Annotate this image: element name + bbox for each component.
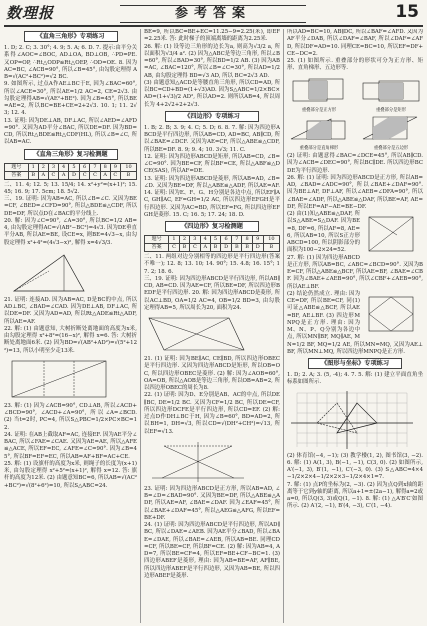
overlap-figures xyxy=(287,75,423,152)
table-cell: 4 xyxy=(59,163,69,171)
table-cell: C xyxy=(79,171,89,179)
answer-text: 9. 如图所示, 过点A作AE⊥BC于E, 因为∠BAC=60°, 所以∠ACE=30°, 所以AE=1/2 AC=2, CE=2√3. 由勾股定理得AB=√(AE²+BE²). 因为∠B=45°, 所以BE=AE=2, 所以BC=BE+CE=2+2√3. 10. 1; 11. 2√3; 12. 4. xyxy=(4,81,137,117)
overlap-figure-rectangle xyxy=(359,75,423,105)
answer-text: 23. 证明: 因为四边形ABCD是正方形, 所以AB=AD, ∠B=∠D=∠BAD=90°. 又因为BE=DF, 所以△ABE≌△ADF, 所以AE=AF, ∠BAE=∠DAF. 因为∠EAF=45°, 所以∠BAE+∠DAF=45°, 所以△AEG≌△AFG, 所以EF=BE+DF. xyxy=(144,485,280,521)
column-right xyxy=(287,29,423,623)
title-banner xyxy=(120,5,306,23)
section-title: 《直角三角形》复习检测题 xyxy=(24,149,118,160)
table-cell: 5 xyxy=(210,236,220,244)
section-title: 《四边形》复习检测题 xyxy=(165,221,259,232)
table-cell: B xyxy=(121,171,137,179)
table-cell: 题号 xyxy=(145,236,169,244)
table-cell: 9 xyxy=(110,163,120,171)
answer-text: 13. 证明: 因为四边形ABCD是菱形, 所以AB=AD, ∠B=∠D. 又因为BE=DF, 所以△ABE≌△ADF, 所以AE=AF. 14. 证明: 因为E、F、G、H分别是各边中点, 所以EF∥AC, GH∥AC, EF=GH=1/2 AC, 所以四边形EFGH是平行四边形. 又因为AC=BD, 所以EF=FG, 所以四边形EFGH是菱形. 15. C; 16. 5; 17. 24; 18. D. xyxy=(144,175,280,218)
coordinate-grid-figure xyxy=(287,389,417,451)
table-cell: 10 xyxy=(263,236,279,244)
answer-text: 23. 解: (1) 因为∠ACB=90°, CD⊥AB, 所以∠ACD+∠BCD=90°, ∠ACD+∠A=90°, 所以∠A=∠BCD. (2) 当t=2时, PC=4, 所以S△PBC=1/2×PC×BC=12. xyxy=(4,402,137,431)
overlap-figure-pentagon xyxy=(359,113,423,143)
answer-text: 22. 解: (1) 由题意知, 大树折断处离地面的高度为x米, 由勾股定理得 x²+8²=(16−x)², 解得 x=6. 答: 大树折断处离地面6米. (2) 因为BD=√(AB²+AD²)=√(5²+12²)=13, 所以小明至少走13米. xyxy=(4,325,137,354)
brand-logo: 数理报 xyxy=(6,4,55,22)
section-title: 《直角三角形》专项练习 xyxy=(24,31,118,42)
answer-text: 25. 解: (1) 设旗杆的高度为x米, 则绳子的长度为(x+1)米, 由勾股定理得 x²+5²=(x+1)², 解得 x=12. 答: 旗杆的高度为12米. (2) 由题意知BC=6, 所以AB=√(AC²+BC²)=√(8²+6²)=10, 所以S△ABC=24. xyxy=(4,460,137,489)
answer-text: BE=9, 所以BC=BE+EC=11.25−9=2.25(米), 即EF=2.25米. 答: 此时梯子的顶端离墙的距离为2.25米. xyxy=(144,29,280,43)
table-cell: C xyxy=(190,244,201,252)
page-number: 15 xyxy=(395,2,419,22)
table-cell: 6 xyxy=(221,236,232,244)
answer-text: 1. D; 2. A; 3. (5, -4); 4. 7. 5. 解: (1) 建立平面直角坐标系如图所示. xyxy=(287,372,423,386)
table-cell: D xyxy=(252,244,263,252)
answer-table xyxy=(4,163,137,180)
table-cell: D xyxy=(221,244,232,252)
answer-text: 二、11. 4; 12. 5; 13. 15/4; 14. x²+y²=(x+1)²; 15. 45; 16. 9; 17. 5cm; 18. 5√2. xyxy=(4,181,137,195)
table-cell: 3 xyxy=(48,163,58,171)
answer-text: 1. B; 2. B; 3. 9; 4. C; 5. D; 6. 8. 7. 解: 因为四边形ABCD是平行四边形, 所以AB=CD, AD=BC, AB∥CD, 所以∠BAE=∠DCF. 又因为AE=CF, 所以△ABE≌△CDF, 所以BE=DF. 8. 9; 9. 4; 10. 3√3; 11. C. xyxy=(144,124,280,153)
table-cell: 8 xyxy=(100,163,110,171)
figure-caption: 重叠部分是矩形 xyxy=(375,107,407,113)
answer-text: 24. (1) 证明: 因为四边形ABCD是平行四边形, 所以AD∥BC, 所以∠DAE=∠AEB. 因为AE平分∠BAD, 所以∠BAE=∠DAE, 所以∠BAE=∠AEB, 所以AB=BE. 同理CD=CF, 所以BE=CF, 所以BF=CE. (2) 解: 因为AB=4, AD=7, 所以BE=CF=4, 所以EF=BE+CF−BC=1. (3) 四边形ABEF是菱形, 理由: 因为AB=BE=AF, AF∥BE, 所以四边形ABEF是平行四边形, 又因为AB=BE, 所以四边形ABEF是菱形. xyxy=(144,522,280,579)
figure-cell xyxy=(287,75,351,113)
table-cell: A xyxy=(100,171,110,179)
answer-text: 13. 证明: 因为DE⊥AB, DF⊥AC, 所以∠AED=∠AFD=90°. 又因为AD平分∠BAC, 所以DE=DF. 因为BD=CD, 所以Rt△BDE≌Rt△CDF(HL), 所以∠B=∠C, 所以AB=AC. xyxy=(4,117,137,146)
answer-text: 24. 证明: 在AB上截取AF=AC, 连接EF. 因为AE平分∠BAC, 所以∠FAE=∠CAE. 又因为AE=AE, 所以△AFE≌△ACE, 所以EF=EC, ∠AFE=∠C=90°. 因为∠B=45°, 所以BF=EF=EC, 所以AB=AF+BF=AC+CE. xyxy=(4,431,137,460)
answer-text: 21. 证明: 连接AD. 因为AB=AC, D是BC的中点, 所以AD⊥BC, ∠BAD=∠CAD. 因为DE⊥AB, DF⊥AC, 所以DE=DF. 又因为AD=AD, 所以Rt△ADE≌Rt△ADF, 所以AE=AF. xyxy=(4,296,137,325)
table-cell: A xyxy=(38,171,48,179)
column-divider xyxy=(283,29,284,623)
table-cell: 10 xyxy=(121,163,137,171)
table-cell: B xyxy=(263,244,279,252)
figure-cell xyxy=(359,113,423,151)
table-cell: 1 xyxy=(169,236,180,244)
triangle-figure xyxy=(4,249,94,295)
table-cell: 7 xyxy=(90,163,100,171)
overlap-figure-trapezoid xyxy=(287,113,351,143)
answer-text: 20. 解: 因为∠C=90°, ∠A=30°, 所以BC=1/2 AB=4, 由勾股定理得AC=√(AB²−BC²)=4√3. 因为DE垂直平分AB, 所以AE=BE, 设CE=x, 则BE=4√3−x, 由勾股定理得 x²+4²=(4√3−x)², 解得 x=4√3/3. xyxy=(4,217,137,246)
answer-text: 25. (1) 如图所示. 重叠部分的形状可分为正方形、矩形、直角梯形、五边形等. xyxy=(287,58,423,72)
overlap-figure-square xyxy=(287,75,351,105)
geometry-figure xyxy=(4,357,114,401)
table-cell: 6 xyxy=(79,163,89,171)
table-cell: 答案 xyxy=(145,244,169,252)
square-midpoint-figure xyxy=(363,293,423,333)
answer-text: (2) 由(1)知△ABE≌△DAF, 所以S△ABE=S△DAF. 因为BE=8, DF=6, 所以AF=8, AE=6, 所以AB=10, 所以S正方形ABCD=100, 所以阴影部分的面积为100−2×24=52. xyxy=(287,211,360,254)
table-cell: B xyxy=(179,244,189,252)
table-cell: C xyxy=(90,171,100,179)
table-row xyxy=(5,163,137,171)
answer-text: 1. D; 2. C; 3. 30°; 4. 9; 5. A; 6. D. 7. 提示:由平分关系得∠AOC=∠BOC, AD⊥OA, BD⊥OB, ∴PD=PE. 又OP=OP, ∴Rt△ODP≌Rt△OEP, ∴OD=OE. 8. 因为 AC=BC, ∠ACB=90°, 所以∠B=45°, 由勾股定理得 AB=√(AC²+BC²)=√2 BC. xyxy=(4,45,137,80)
section-title: 《四边形》专项练习 xyxy=(165,111,259,122)
answer-text: (2) 结论仍然成立. 理由: 因为CE=DF, 所以BE=CF, 同(1)可证△ABE≌△BCF, 所以AE=BF, AE⊥BF. (3) 四边形MNPQ是正方形. 理由: 因为M、N、P、Q分别为各边中点, 所以MN∥BF, MQ∥AE, MN=1/2 BF, MQ=1/2 AE, 所以MN=MQ, 又因为AE⊥BF, 所以MN⊥MQ, 所以四边形MNPQ是正方形. xyxy=(287,290,423,355)
table-cell: B xyxy=(210,244,220,252)
table-row xyxy=(5,171,137,179)
column-middle xyxy=(144,29,280,623)
table-cell: 3 xyxy=(190,236,201,244)
figure-cell xyxy=(287,113,351,151)
table-cell: 答案 xyxy=(5,171,29,179)
table-cell: B xyxy=(242,244,252,252)
column-left xyxy=(4,29,137,623)
answer-text: 26. 解: (1) 设等边三角形的边长为a, 则高为√3/2 a, 所以面积为√3/4 a². (2) 因为△ABC是等边三角形, 所以∠B=60°, 所以∠BAD=30°, 所以BD=1/2 AB. (3) 因为AB=AC, ∠BAC=120°, 所以∠B=∠C=30°, 所以AD=1/2 AB, 由勾股定理得 BD=√3 AD, 所以 BC=2√3 AD. xyxy=(144,43,280,79)
answer-text: 21. (1) 证明: 因为BE∥AC, CE∥BD, 所以四边形OBEC是平行四边形. 又因为四边形ABCD是矩形, 所以OB=OC, 所以四边形OBEC是菱形. (2) 解: 因为∠AOB=60°, OA=OB, 所以△AOB是等边三角形, 所以OB=AB=2, 所以四边形OBEC的周长为8. xyxy=(144,356,280,391)
figure-caption: 重叠部分是正方形 xyxy=(301,107,337,113)
table-cell: 2 xyxy=(179,236,189,244)
table-cell: 2 xyxy=(38,163,48,171)
figure-cell xyxy=(359,75,423,113)
table-row xyxy=(145,244,280,252)
table-cell: 8 xyxy=(242,236,252,244)
table-cell: 9 xyxy=(252,236,263,244)
header-rule xyxy=(4,25,423,27)
table-cell: C xyxy=(48,171,58,179)
figure-caption: 重叠部分是直角梯形 xyxy=(299,146,339,151)
answer-text: 7. 解: (1) 点P的坐标为(2, −3). (2) 因为点Q到x轴的距离等于它到y轴的距离, 所以a+1=±(2a−1), 解得a=2或a=0, 所以Q(3, 3)或Q(1, −1). 8. 解: (1) △A′B′C′如图所示. (2) A′(2, −1), B′(4, −3), C′(1, −4). xyxy=(287,481,423,510)
table-cell: A xyxy=(200,244,210,252)
table-row xyxy=(145,236,280,244)
answer-text: 26. 解: (1) 证明: 因为四边形ABCD是正方形, 所以AB=AD, ∠BAD=∠ADC=90°, 所以∠BAE+∠DAF=90°. 因为BE⊥AF, DF⊥AF, 所以∠AEB=∠DFA=90°, 所以∠BAE=∠ADF, 所以△ABE≌△DAF, 所以BE=AF, AE=DF, 所以EF=AF−AE=BE−DF. xyxy=(287,174,423,210)
table-cell: B xyxy=(232,244,242,252)
answer-text: (3) 由题意知△ACD是等腰直角三角形, 所以CD=AD, 所以BC=CD+BD=(1+√3)AD. 因为S△ABC=1/2×BC×AD=(1+√3)/2 AD², 所以AD=2. 则所以AB=4, 所以周长为 4+2√2+2+2√3. xyxy=(144,79,280,108)
construction-figure xyxy=(144,438,254,484)
table-cell: 7 xyxy=(232,236,242,244)
table-cell: 5 xyxy=(69,163,80,171)
table-cell: 4 xyxy=(200,236,210,244)
answer-text: 所以AD=BC=10, AB∥DC, 所以∠BAF=∠AFD. 又因为AF平分∠DAB, 所以∠DAF=∠BAF, 所以∠DAF=∠AFD, 所以DF=AD=10. 同理CE=BC=10, 所以EF=DF+CE−DC=2. xyxy=(287,29,423,57)
answer-text: 二、11. 两组对边分别相等的四边形是平行四边形(答案不唯一); 12. 8; 13. 10; 14. 90°; 15. 4.8; 16. 15°; 17. 2; 18. 6. xyxy=(144,254,280,275)
figure-caption: 重叠部分是五边形 xyxy=(373,146,409,151)
table-cell: D xyxy=(69,171,80,179)
square-figure xyxy=(363,213,423,253)
answer-table xyxy=(144,235,280,252)
section-title: 《图形与坐标》专项练习 xyxy=(308,358,402,369)
answer-text: 27. 解: (1) 因为四边形ABCD是正方形, 所以AB=BC, ∠ABC=∠BCD=90°. 又因为BE=CF, 所以△ABE≌△BCF, 所以AE=BF, ∠BAE=∠CBF. 因为∠BAE+∠AEB=90°, 所以∠CBF+∠AEB=90°, 所以AE⊥BF. xyxy=(287,254,423,290)
page-header xyxy=(0,0,427,26)
table-cell: B xyxy=(28,171,38,179)
answer-text: 12. 证明: 因为四边形ABCD是矩形, 所以AB=CD, ∠B=∠C=90°. 因为BE=CF, 所以BF=CE, 所以△ABF≌△DCE(SAS), 所以AF=DE. xyxy=(144,153,280,175)
table-cell: 题号 xyxy=(5,163,29,171)
page-title: 参考答案 xyxy=(174,6,251,21)
answer-text: (2) 体育馆(−4, −1); (3) 教学楼(1, 2), 图书馆(3, −2). 6. 解: (1) A(1, 3), B(−1, −1), C(3, 0). (2) 如图所示, A′(−1, 3), B′(1, −1), C′(−3, 0). (3) S△ABC=4×4−1/2×2×4−1/2×2×3−1/2×4×1=7. xyxy=(287,452,423,481)
table-cell: A xyxy=(59,171,69,179)
table-cell: C xyxy=(169,244,180,252)
answer-text: 三、19. 证明: 因为AB=AC, 所以∠B=∠C. 又因为BE=CF, ∠BED=∠CFD=90°, 所以△BDE≌△CDF, 所以DE=DF, 所以点D在∠BAC的平分线上. xyxy=(4,196,137,217)
answer-text: 22. (1) 证明: 因为D、E分别是AB、AC的中点, 所以DE∥BC, DE=1/2 BC. 又因为CF=1/2 BC, 所以DE=CF, 所以四边形DCFE是平行四边形, 所以CD=EF. (2) 解: 过点D作DH⊥BC于H, 因为∠B=60°, BD=AD=2, 所以BH=1, DH=√3, 所以CD=√(DH²+CH²)=√13, 所以EF=√13. xyxy=(144,392,280,435)
table-cell: C xyxy=(110,171,120,179)
answer-text: 三、19. 证明: 因为四边形ABCD是平行四边形, 所以AB∥CD, AB=CD. 因为AE=CF, 所以BE=DF, 所以四边形BEDF是平行四边形. 20. 解: 因为四边形ABCD是菱形, 所以AC⊥BD, OA=1/2 AC=4, OB=1/2 BD=3, 由勾股定理得AB=5, 所以周长为20, 面积为24. xyxy=(144,275,280,311)
column-divider xyxy=(140,29,141,623)
table-cell: 1 xyxy=(28,163,38,171)
answer-text: (2) 证明: 由题意得∠BAC=∠DCE=45°, 所以AB∥CD. 因为∠ACB=∠DEC=90°, 所以BC∥DE. 所以四边形BCDE为平行四边形. xyxy=(287,153,423,174)
parallelogram-figure xyxy=(144,314,254,354)
